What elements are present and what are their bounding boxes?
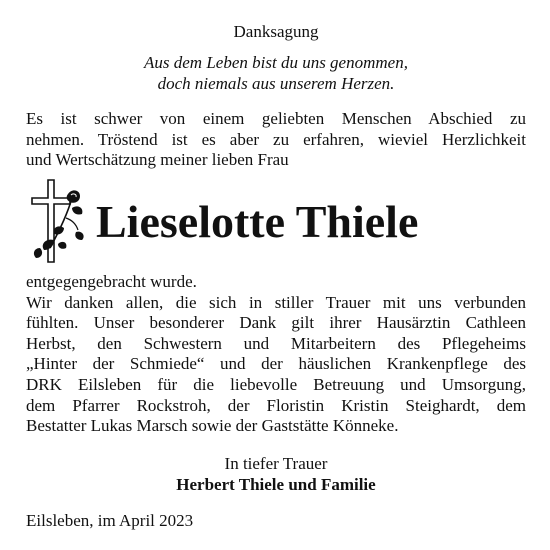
intro-line: Es ist schwer von einem geliebten Menschen Abschied zu: [26, 109, 526, 128]
body-line: „Hinter der Schmiede“ und der häuslichen Krankenpflege des: [26, 354, 526, 374]
body-line: Bestatter Lukas Marsch sowie der Gaststätte Könneke.: [26, 416, 399, 436]
mourning-line: In tiefer Trauer: [224, 454, 328, 473]
verse-line: doch niemals aus unserem Herzen.: [157, 74, 395, 93]
body-line: Herbst, den Schwestern und Mitarbeitern des Pflegeheims: [26, 333, 526, 353]
notice-heading: Danksagung: [233, 22, 319, 41]
body-line: Wir danken allen, die sich in stiller Trauer mit uns verbunden: [26, 292, 526, 312]
deceased-name: Lieselotte Thiele: [96, 196, 419, 247]
thanks-paragraph: [26, 272, 526, 437]
intro-line: und Wertschätzung meiner lieben Frau: [26, 150, 289, 170]
cross-with-rose-icon: [28, 178, 88, 264]
family-signature: Herbert Thiele und Familie: [176, 475, 376, 494]
body-line: fühlten. Unser besonderer Dank gilt ihrer Hausärztin Cathleen: [26, 313, 526, 333]
verse-line: Aus dem Leben bist du uns genommen,: [144, 53, 408, 72]
memorial-verse: [26, 52, 526, 94]
obituary-notice: [26, 0, 526, 550]
name-block: [26, 176, 526, 268]
place-date: Eilsleben, im April 2023: [26, 511, 194, 530]
body-line: DRK Eilsleben für die liebevolle Betreuung und Umsorgung,: [26, 374, 526, 394]
intro-paragraph: [26, 109, 526, 171]
body-line: entgegengebracht wurde.: [26, 272, 197, 291]
intro-line: nehmen. Tröstend ist es aber zu erfahren, wieviel Herzlichkeit: [26, 129, 526, 149]
body-line: dem Pfarrer Rockstroh, der Floristin Kristin Steighardt, dem: [26, 395, 526, 415]
